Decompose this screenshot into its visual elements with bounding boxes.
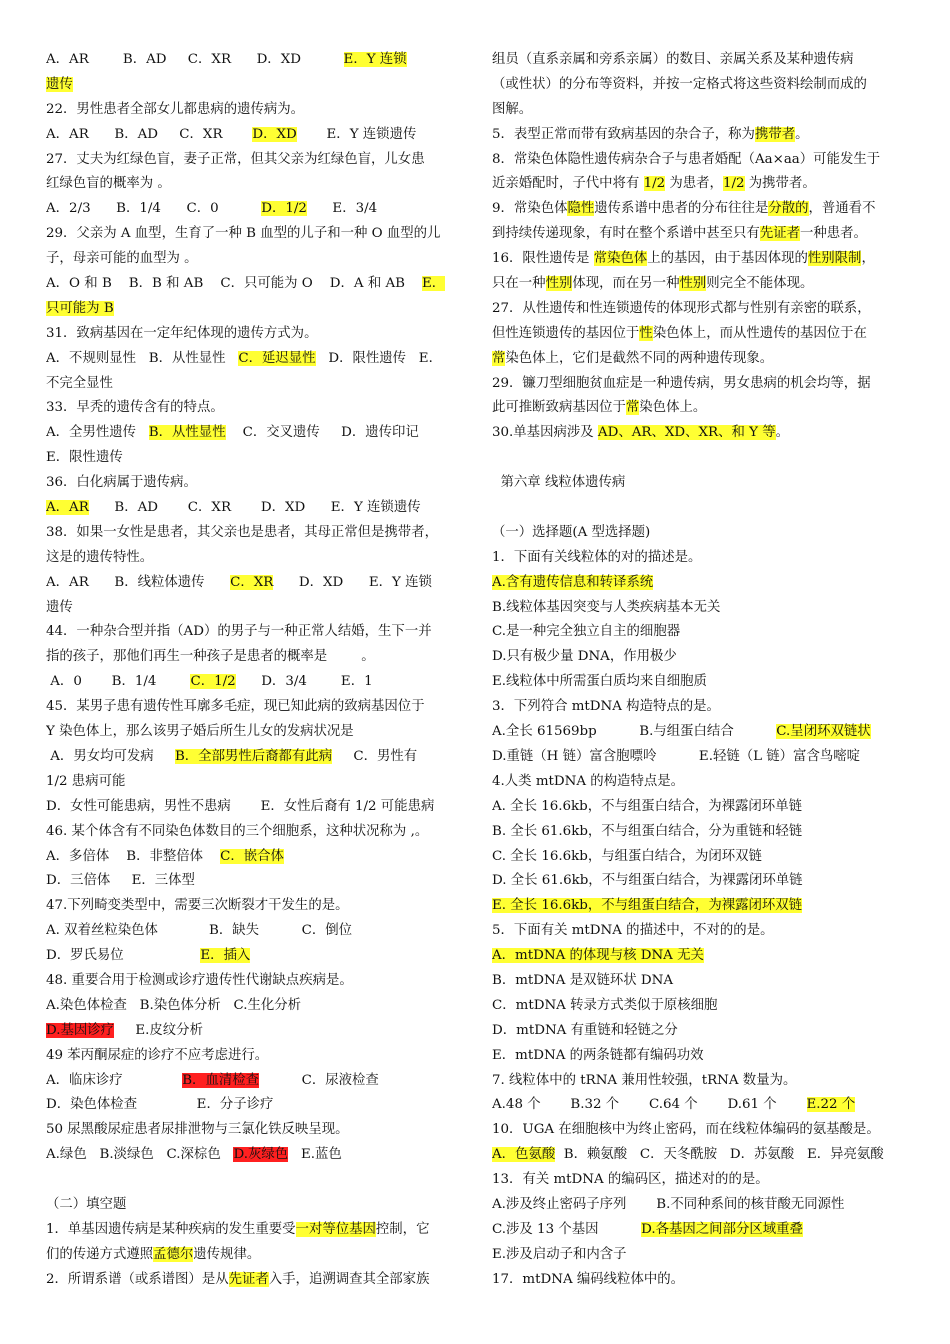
text-line [492,446,912,471]
text-line [46,969,466,994]
text-segment: 控制，它 [375,1221,430,1237]
text-line [46,820,466,845]
text-segment: 1．下面有关线粒体的对的描述是。 [492,549,702,565]
text-line [46,73,466,98]
highlighted-text: C．嵌合体 [220,848,284,864]
text-segment: 遗传规律。 [193,1246,261,1262]
text-segment: A．2/3 B．1/4 C．0 [46,201,262,217]
text-line [492,546,912,571]
text-segment: ， [861,251,875,267]
text-line [492,795,912,820]
text-segment: D．染色体检查 E．分子诊疗 [46,1097,274,1113]
text-segment: D．罗氏易位 [46,948,201,964]
text-segment: C.涉及 13 个基因 [492,1221,642,1237]
text-line [46,720,466,745]
text-segment: 一种患者。 [799,226,867,242]
text-segment: 5．表型正常而带有致病基因的杂合子，称为 [492,126,755,142]
text-segment: A．AR B．AD C．XR D．XD [46,52,344,67]
text-segment: 30.单基因病涉及 [492,425,598,441]
highlighted-text: D.各基因之间部分区域重叠 [641,1221,803,1237]
highlighted-text: E．Y 连锁 [343,52,407,67]
text-line [46,1118,466,1143]
text-line [46,944,466,969]
highlighted-text: D．XD [252,126,297,142]
text-segment: A．AR B．线粒体遗传 [46,574,231,590]
text-line [46,446,466,471]
text-line [46,1044,466,1069]
text-segment: D．mtDNA 有重链和轻链之分 [492,1022,678,1038]
text-line [492,1268,912,1293]
highlighted-text: D．1/2 [261,201,307,217]
text-segment: D．限性遗传 E． [315,350,442,366]
text-segment: A．多倍体 B．非整倍体 [46,848,221,864]
text-segment: D．女性可能患病，男性不患病 E．女性后裔有 1/2 可能患病 [46,798,435,814]
text-line [492,1218,912,1243]
text-segment: 子，母亲可能的血型为 。 [46,251,198,267]
highlighted-text: 1/2 [722,176,745,192]
text-line [46,521,466,546]
text-line [46,1218,466,1243]
text-segment: C．交叉遗传 D．遗传印记 [225,425,419,441]
text-segment: 1/2 患病可能 [46,773,126,789]
highlighted-text: AD、AR、XD、XR、和 Y 等 [597,425,776,441]
text-segment: A.全长 61569bp B.与组蛋白结合 [492,724,777,740]
text-line [492,1093,912,1118]
highlighted-text: 分散的 [768,201,809,217]
text-line [492,620,912,645]
text-segment: A.绿色 B.淡绿色 C.深棕色 [46,1147,234,1163]
text-line [492,123,912,148]
text-segment: C.是一种完全独立自主的细胞器 [492,624,681,640]
text-line [46,845,466,870]
text-segment: 为携带者。 [744,176,816,192]
text-line [492,770,912,795]
text-segment: 8．常染色体隐性遗传病杂合子与患者婚配（Aa×aa）可能发生于 [492,151,881,167]
highlighted-text: 性别 [679,276,707,292]
text-segment: 近亲婚配时，子代中将有 [492,176,644,192]
text-segment: 31．致病基因在一定年纪体现的遗传方式为。 [46,325,318,341]
text-line [46,1019,466,1044]
text-segment: A．全男性遗传 [46,425,149,441]
text-line [492,247,912,272]
text-line [46,546,466,571]
highlighted-text: A．色氨酸 [492,1147,556,1163]
text-segment: 不完全显性 [46,375,113,391]
text-line [46,322,466,347]
text-line [46,48,466,73]
text-segment: 47.下列畸变类型中，需要三次断裂才干发生的是。 [46,898,349,914]
text-segment: 体现，而在另一种 [572,276,680,292]
text-line [492,919,912,944]
text-line [46,421,466,446]
text-segment: 此可推断致病基因位于 [492,400,626,416]
text-line [46,1093,466,1118]
text-line [46,272,466,297]
text-line [46,222,466,247]
text-line [492,670,912,695]
text-line [492,98,912,123]
text-segment: （一）选择题(A 型选择题) [492,524,651,540]
highlighted-text: 性别限制 [807,251,862,267]
text-line [492,720,912,745]
text-line [492,172,912,197]
text-line [46,297,466,322]
text-line [46,1193,466,1218]
highlighted-text: E． [422,276,446,292]
text-line [46,894,466,919]
text-line [492,969,912,994]
text-line [492,845,912,870]
text-line [492,1118,912,1143]
text-segment: 5．下面有关 mtDNA 的描述中，不对的的是。 [492,923,774,939]
text-segment: B．mtDNA 是双链环状 DNA [492,972,674,988]
text-segment: 2．所谓系谱（或系谱图）是从 [46,1271,229,1287]
text-segment: 遗传 [46,599,73,615]
text-segment: 27．从性遗传和性连锁遗传的体现形式都与性别有亲密的联系， [492,300,871,316]
text-segment: 29．父亲为 A 血型，生育了一种 B 血型的儿子和一种 O 血型的儿 [46,226,441,242]
text-segment: 10．UGA 在细胞核中为终止密码，而在线粒体编码的氨基酸是。 [492,1122,880,1138]
text-line [46,770,466,795]
text-line [46,670,466,695]
highlighted-text: 先证者 [759,226,800,242]
text-line [492,944,912,969]
text-line [46,620,466,645]
text-line [46,1243,466,1268]
text-segment: A．临床诊疗 [46,1072,183,1088]
text-line [492,148,912,173]
text-line [492,1193,912,1218]
text-line [492,571,912,596]
text-line [492,521,912,546]
highlighted-text: 先证者 [228,1271,269,1287]
text-line [46,1069,466,1094]
highlighted-text: C．延迟显性 [238,350,316,366]
text-line [492,1143,912,1168]
text-segment: A.48 个 B.32 个 C.64 个 D.61 个 [492,1097,807,1113]
text-segment: 第六章 线粒体遗传病 [492,475,626,491]
text-segment: C．尿液检查 [259,1072,379,1088]
text-line [492,695,912,720]
highlighted-text: 1/2 [643,176,666,192]
text-segment: 13．有关 mtDNA 的编码区，描述对的的是。 [492,1172,769,1188]
highlighted-text: B．全部男性后裔都有此病 [174,748,333,764]
highlighted-text: 性 [639,325,653,341]
text-segment: 4.人类 mtDNA 的构造特点是。 [492,773,685,789]
text-segment: 48. 重要合用于检测或诊疗遗传性代谢缺点疾病是。 [46,972,353,988]
text-segment: 45．某男子患有遗传性耳廓多毛症，现已知此病的致病基因位于 [46,699,425,715]
text-line [46,123,466,148]
highlighted-text: D.灰绿色 [233,1147,289,1163]
text-segment: 17．mtDNA 编码线粒体中的。 [492,1271,685,1287]
text-line [46,1168,466,1193]
text-line [492,1019,912,1044]
text-line [492,272,912,297]
highlighted-text: 只可能为 B [46,300,114,316]
text-segment: E．mtDNA 的两条链都有编码功效 [492,1047,704,1063]
left-column [46,48,466,1293]
text-line [492,496,912,521]
text-segment: 22．男性患者全部女儿都患病的遗传病为。 [46,101,305,117]
text-line [492,1069,912,1094]
highlighted-text: E．插入 [200,948,251,964]
text-line [492,222,912,247]
text-segment: 染色体上，它们是截然不同的两种遗传现象。 [505,350,774,366]
highlighted-text: 常染色体 [593,251,648,267]
highlighted-text: A.含有遗传信息和转译系统 [492,574,654,590]
text-line [46,197,466,222]
text-line [492,994,912,1019]
text-segment: A．AR B．AD C．XR [46,126,253,142]
text-segment: E．3/4 [306,201,378,217]
text-segment: 这是的遗传特性。 [46,549,154,565]
highlighted-text: 隐性 [567,201,595,217]
text-segment: C．mtDNA 转录方式类似于原核细胞 [492,997,718,1013]
text-segment: B.线粒体基因突变与人类疾病基本无关 [492,599,721,615]
text-line [46,994,466,1019]
text-line [46,148,466,173]
text-line [46,695,466,720]
text-segment: E.线粒体中所需蛋白质均来自细胞质 [492,674,707,690]
text-segment: A．O 和 B B．B 和 AB C．只可能为 O D．A 和 AB [46,276,423,292]
text-line [46,596,466,621]
text-line [46,795,466,820]
text-segment: 。 [795,126,809,142]
text-segment: E．限性遗传 [46,450,123,466]
text-segment: A．不规则显性 B．从性显性 [46,350,239,366]
text-segment: 38．如果一女性是患者，其父亲也是患者，其母正常但是携带者， [46,524,438,540]
text-line [492,421,912,446]
text-segment: A．0 B．1/4 [46,674,191,690]
text-segment: 50 尿黑酸尿症患者尿排泄物与三氯化铁反映呈现。 [46,1122,349,1138]
highlighted-text: 孟德尔 [153,1246,194,1262]
text-line [492,1243,912,1268]
highlighted-text: E.22 个 [806,1097,856,1113]
text-segment: 但性连锁遗传的基因位于 [492,325,640,341]
text-line [46,571,466,596]
text-line [46,496,466,521]
text-line [46,172,466,197]
text-segment: D．三倍体 E．三体型 [46,873,195,889]
text-line [46,396,466,421]
text-segment: A.涉及终止密码子序列 B.不同种系间的核苷酸无同源性 [492,1196,845,1212]
text-segment: 46. 某个体含有不同染色体数目的三个细胞系，这种状况称为 ,。 [46,823,429,839]
highlighted-text: E. 全长 16.6kb，不与组蛋白结合，为裸露闭环双链 [492,898,803,914]
text-segment: （二）填空题 [46,1196,127,1212]
text-line [492,396,912,421]
highlighted-text: 携带者 [754,126,796,142]
text-segment: A. 双着丝粒染色体 B．缺失 C．倒位 [46,923,352,939]
text-segment: 为患者， [665,176,723,192]
highlighted-text: 常 [625,400,640,416]
text-segment: 44．一种杂合型并指（AD）的男子与一种正常人结婚，生下一并 [46,624,432,640]
text-segment: B．AD C．XR D．XD E．Y 连锁遗传 [88,500,421,516]
text-line [46,98,466,123]
text-segment: C. 全长 16.6kb，与组蛋白结合，为闭环双链 [492,848,762,864]
text-segment: A.染色体检查 B.染色体分析 C.生化分析 [46,997,302,1013]
text-line [46,347,466,372]
text-line [492,347,912,372]
highlighted-text: 常 [492,350,506,366]
text-segment: E．Y 连锁遗传 [296,126,417,142]
highlighted-text: 性别 [545,276,573,292]
text-line [492,869,912,894]
highlighted-text: 遗传 [46,76,73,92]
text-segment: （或性状）的分布等资料，并按一定格式将这些资料绘制而成的 [492,76,867,92]
text-segment: 们的传递方式遵照 [46,1246,154,1262]
text-segment: E.皮纹分析 [114,1022,203,1038]
text-segment: C．男性有 [332,748,418,764]
text-segment: Y 染色体上，那么该男子婚后所生儿女的发病状况是 [46,724,392,740]
highlighted-text: B．血清检查 [182,1072,260,1088]
text-segment: 指的孩子，那他们再生一种孩子是患者的概率是 。 [46,649,375,665]
text-segment: 9．常染色体 [492,201,568,217]
text-segment: 7. 线粒体中的 tRNA 兼用性较强，tRNA 数量为。 [492,1072,797,1088]
text-segment: 上的基因，由于基因体现的 [647,251,808,267]
text-line [492,197,912,222]
text-segment: ，普通看不 [808,201,876,217]
text-segment: D．3/4 E．1 [235,674,373,690]
text-segment: E.蓝色 [288,1147,342,1163]
text-segment: 36．白化病属于遗传病。 [46,475,197,491]
text-segment: A．男女均可发病 [46,748,175,764]
text-segment: 入手，追溯调查其全部家族 [268,1271,430,1287]
text-line [492,745,912,770]
text-segment: B．赖氨酸 C．天冬酰胺 D．苏氨酸 E．异亮氨酸 [555,1147,884,1163]
text-segment: 只在一种 [492,276,546,292]
text-line [492,48,912,73]
highlighted-text: D.基因诊疗 [46,1022,115,1038]
text-segment: 图解。 [492,101,533,117]
text-line [492,1044,912,1069]
text-line [492,322,912,347]
text-segment: D．XD E．Y 连锁 [273,574,432,590]
text-segment: 染色体上。 [639,400,707,416]
text-line [492,1168,912,1193]
text-segment: 3．下列符合 mtDNA 构造特点的是。 [492,699,720,715]
text-segment: 33．早秃的遗传含有的特点。 [46,400,224,416]
text-segment: E.涉及启动子和内含子 [492,1246,627,1262]
text-line [46,1143,466,1168]
text-line [492,596,912,621]
text-line [46,745,466,770]
text-segment: 到持续传递现象，有时在整个系谱中甚至只有 [492,226,760,242]
text-line [46,471,466,496]
text-segment: B. 全长 61.6kb，不与组蛋白结合，分为重链和轻链 [492,823,803,839]
text-segment: 49 苯丙酮尿症的诊疗不应考虑进行。 [46,1047,269,1063]
text-segment: 16．限性遗传是 [492,251,594,267]
text-line [46,372,466,397]
text-line [492,894,912,919]
text-segment: A. 全长 16.6kb，不与组蛋白结合，为裸露闭环单链 [492,798,802,814]
text-line [46,247,466,272]
highlighted-text: C．XR [230,574,274,590]
text-line [46,919,466,944]
text-line [492,372,912,397]
text-segment: 染色体上，而从性遗传的基因位于在 [652,325,867,341]
text-line [492,820,912,845]
text-line [46,869,466,894]
text-segment: 1．单基因遗传病是某种疾病的发生重要受 [46,1221,296,1237]
highlighted-text: B．从性显性 [148,425,226,441]
text-line [46,1268,466,1293]
text-segment: D. 全长 61.6kb，不与组蛋白结合，为裸露闭环单链 [492,873,803,889]
text-segment: 红绿色盲的概率为 。 [46,176,171,192]
text-line [492,645,912,670]
highlighted-text: 一对等位基因 [295,1221,376,1237]
text-line [46,645,466,670]
text-segment: 27．丈夫为红绿色盲，妻子正常，但其父亲为红绿色盲，儿女患 [46,151,425,167]
text-line [492,471,912,496]
text-segment: 则完全不能体现。 [706,276,814,292]
highlighted-text: A．mtDNA 的体现与核 DNA 无关 [492,948,704,964]
text-segment: 。 [775,425,790,441]
highlighted-text: C．1/2 [190,674,236,690]
text-segment: D.重链（H 链）富含胞嘌呤 E.轻链（L 链）富含鸟嘧啶 [492,748,861,764]
highlighted-text: C.呈闭环双链状 [776,724,871,740]
highlighted-text: A．AR [46,500,89,516]
text-line [492,297,912,322]
text-line [492,73,912,98]
right-column [492,48,912,1293]
text-segment: 组员（直系亲属和旁系亲属）的数目、亲属关系及某种遗传病 [492,52,854,67]
text-segment: 遗传系谱中患者的分布往往是 [594,201,769,217]
text-segment: 29．镰刀型细胞贫血症是一种遗传病，男女患病的机会均等，据 [492,375,871,391]
text-segment: D.只有极少量 DNA，作用极少 [492,649,677,665]
